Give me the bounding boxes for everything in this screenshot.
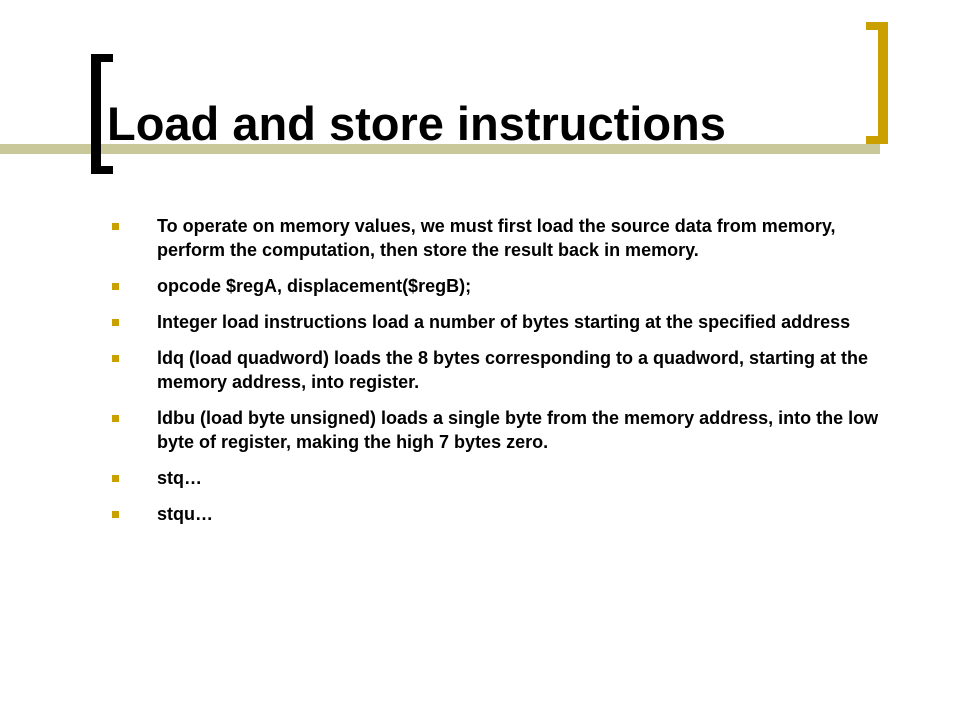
slide-title: Load and store instructions xyxy=(107,97,726,150)
bullet-text: stqu… xyxy=(157,504,213,524)
bullet-item xyxy=(108,310,898,334)
square-bullet-icon xyxy=(112,511,119,518)
bullet-list xyxy=(108,214,898,538)
bullet-text: Integer load instructions load a number of bytes starting at the specified address xyxy=(157,312,851,332)
bullet-text: ldq (load quadword) loads the 8 bytes corresponding to a quadword, starting at the memory address, into register. xyxy=(157,348,869,392)
square-bullet-icon xyxy=(112,223,119,230)
bullet-text: ldbu (load byte unsigned) loads a single byte from the memory address, into the low byte of register, making the high 7 bytes zero. xyxy=(157,408,879,452)
left-bracket-top xyxy=(91,54,113,62)
square-bullet-icon xyxy=(112,355,119,362)
bullet-text: To operate on memory values, we must first load the source data from memory, perform the computation, then store the result back in memory. xyxy=(157,216,836,260)
right-bracket-bottom xyxy=(866,136,888,144)
bullet-text: opcode $regA, displacement($regB); xyxy=(157,276,472,296)
right-bracket-top xyxy=(866,22,888,30)
bullet-item xyxy=(108,346,898,394)
square-bullet-icon xyxy=(112,415,119,422)
bullet-item xyxy=(108,466,898,490)
square-bullet-icon xyxy=(112,283,119,290)
bullet-item xyxy=(108,502,898,526)
left-bracket-bottom xyxy=(91,166,113,174)
square-bullet-icon xyxy=(112,319,119,326)
left-bracket-decoration xyxy=(91,54,101,174)
bullet-item xyxy=(108,274,898,298)
bullet-text: stq… xyxy=(157,468,202,488)
bullet-item xyxy=(108,406,898,454)
square-bullet-icon xyxy=(112,475,119,482)
bullet-item xyxy=(108,214,898,262)
right-bracket-decoration xyxy=(878,22,888,144)
